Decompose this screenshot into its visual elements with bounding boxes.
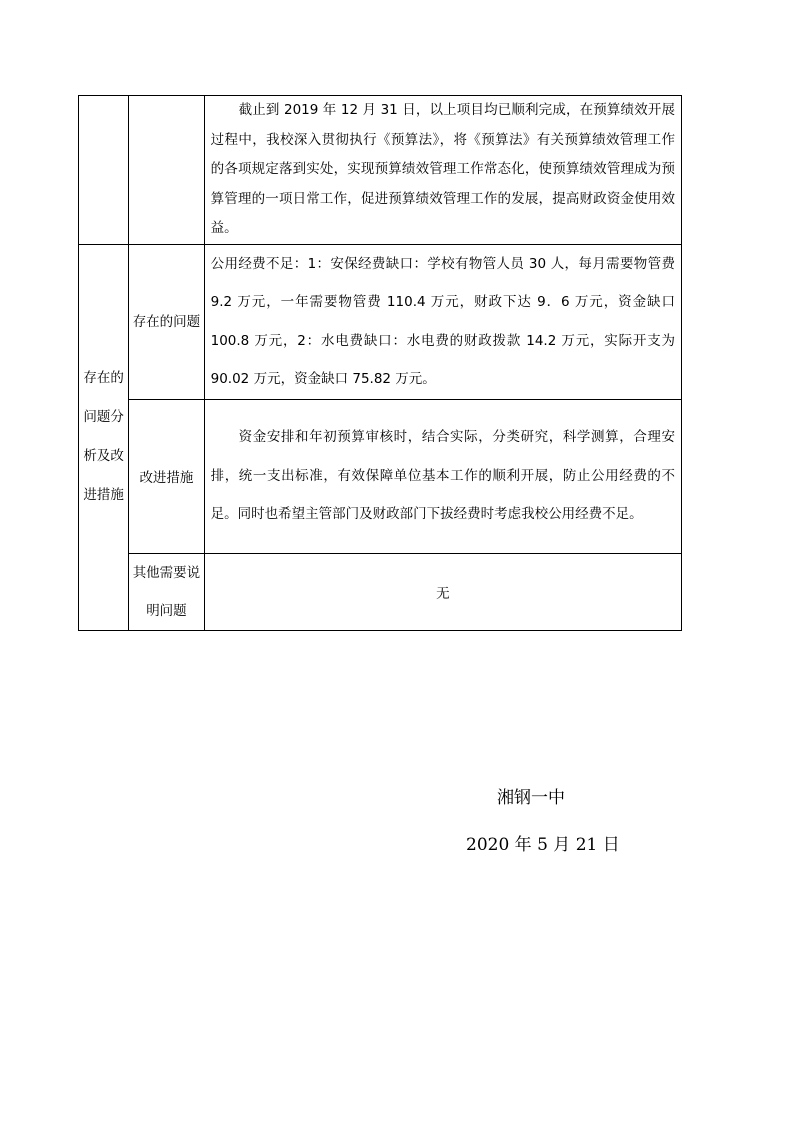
problems-label: 存在的问题: [132, 313, 201, 330]
measures-text: 资金安排和年初预算审核时，结合实际，分类研究，科学测算，合理安排，统一支出标准，有效保障单位基本工作的顺利开展，防止公用经费的不足。同时也希望主管部门及财政部门下拔经费时考虑我校公用经费不足。: [210, 429, 675, 523]
performance-table: [78, 95, 682, 631]
category-cell: [79, 244, 129, 630]
problems-text: 公用经费不足：1：安保经费缺口：学校有物管人员 30 人，每月需要物管费 9.2 万元，一年需要物管费 110.4 万元，财政下达 9．6 万元，资金缺口 100.8 万元，2：水电费缺口：水电费的财政拨款 14.2 万元，实际开支为 90.02 万元，资金缺口 75.82 万元。: [210, 255, 675, 387]
empty-cell: [129, 96, 204, 245]
other-label: 其他需要说明问题: [132, 564, 201, 619]
table-row: [79, 244, 682, 399]
problems-text-cell: [204, 244, 681, 399]
table-row: [79, 399, 682, 553]
signature-org: 湘钢一中: [497, 788, 565, 808]
measures-text-cell: [204, 399, 681, 553]
problems-label-cell: [129, 244, 204, 399]
table-row: [79, 553, 682, 630]
measures-label-cell: [129, 399, 204, 553]
completion-summary-cell: [204, 96, 681, 245]
signature-date: 2020 年 5 月 21 日: [466, 835, 620, 855]
empty-cell: [79, 96, 129, 245]
measures-label: 改进措施: [139, 470, 194, 486]
other-text-cell: [204, 553, 681, 630]
other-text: 无: [436, 585, 450, 602]
category-label: 存在的问题分析及改进措施: [83, 370, 124, 503]
table-row: [79, 96, 682, 245]
other-label-cell: [129, 553, 204, 630]
completion-summary-text: 截止到 2019 年 12 月 31 日，以上项目均已顺利完成，在预算绩效开展过程中，我校深入贯彻执行《预算法》，将《预算法》有关预算绩效管理工作的各项规定落到实处，实现预算绩效管理工作常态化，使预算绩效管理成为预算管理的一项日常工作，促进预算绩效管理工作的发展，提高财政资金使用效益。: [210, 102, 675, 236]
